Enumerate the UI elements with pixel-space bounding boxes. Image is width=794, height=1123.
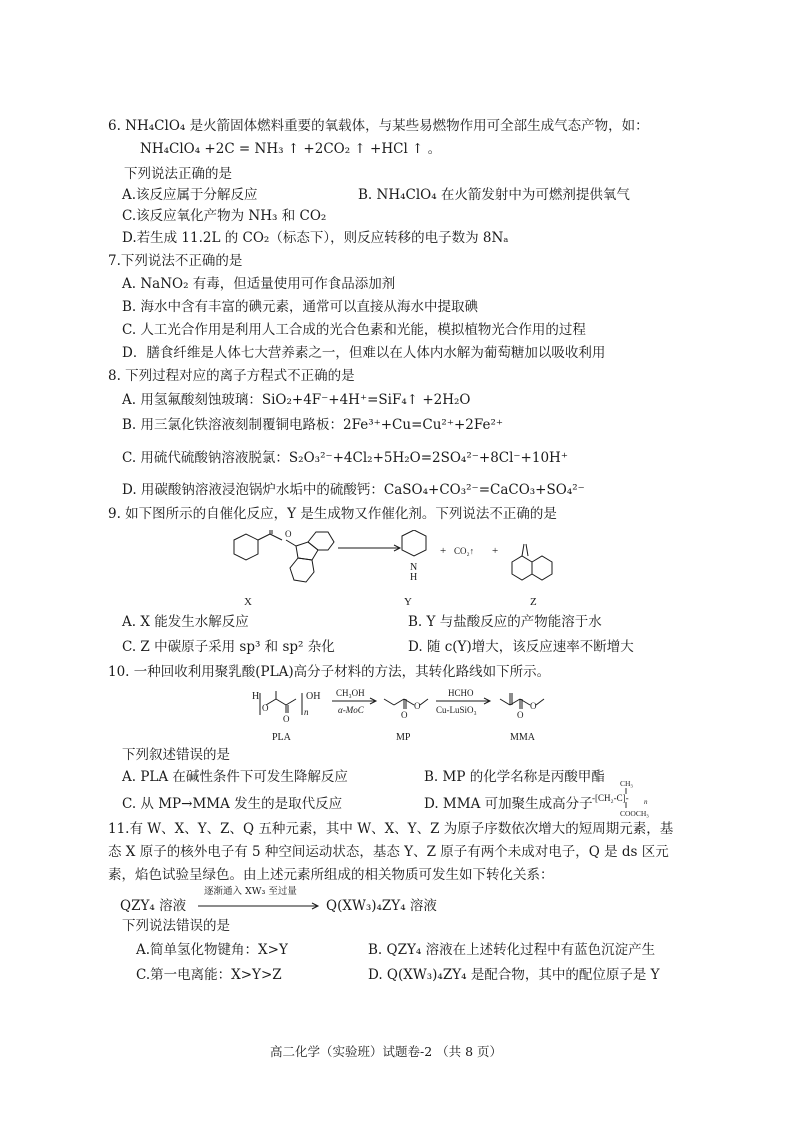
x-piperidine-ring — [234, 534, 258, 560]
q6-option-c: C.该反应氧化产物为 NH₃ 和 CO₂ — [122, 208, 327, 224]
q7-option-b: B. 海水中含有丰富的碘元素，通常可以直接从海水中提取碘 — [122, 299, 479, 315]
q10-catalyst-1: α-MoC — [338, 705, 364, 715]
q7-option-c: C. 人工光合作用是利用人工合成的光合色素和光能，模拟植物光合作用的过程 — [122, 322, 586, 338]
q11-scheme-right: Q(XW₃)₄ZY₄ 溶液 — [326, 898, 437, 914]
q6-equation: NH₄ClO₄ +2C = NH₃ ↑ +2CO₂ ↑ +HCl ↑ 。 — [140, 141, 442, 157]
q10-fig-o1: O — [262, 703, 269, 713]
q11-scheme-left: QZY₄ 溶液 — [120, 898, 187, 914]
q9-reaction-figure — [220, 530, 590, 615]
q11-scheme-arrow — [196, 900, 322, 912]
q9-label-y: Y — [404, 596, 412, 608]
pmma-main: -[CH₂-C]- — [592, 793, 629, 803]
q9-nh-h: H — [410, 572, 418, 583]
q10-option-d: D. MMA 可加聚生成高分子 — [424, 796, 593, 812]
q10-fig-n: n — [304, 707, 309, 717]
q9-co2: CO₂↑ — [454, 546, 475, 556]
q10-option-b: B. MP 的化学名称是丙酸甲酯 — [424, 769, 605, 785]
q10-fig-o6: O — [517, 710, 524, 720]
q10-label-pla: PLA — [272, 732, 291, 743]
q9-stem: 9. 如下图所示的自催化反应，Y 是生成物又作催化剂。下列说法不正确的是 — [108, 506, 557, 522]
q10-fig-o3: O — [414, 701, 421, 711]
q10-option-a: A. PLA 在碱性条件下可发生降解反应 — [122, 769, 348, 785]
q8-option-c: C. 用硫代硫酸钠溶液脱氯：S₂O₃²⁻+4Cl₂+5H₂O=2SO₄²⁻+8Cl⁻+10H⁺ — [122, 450, 568, 466]
q6-option-a: A.该反应属于分解反应 — [122, 187, 258, 203]
q6-prompt: 下列说法正确的是 — [124, 166, 232, 182]
q8-option-d: D. 用碳酸钠溶液浸泡锅炉水垢中的硫酸钙：CaSO₄+CO₃²⁻=CaCO₃+SO₄²⁻ — [122, 482, 585, 498]
x-fluorene-core — [296, 542, 318, 560]
pmma-cooch3: COOCH₃ — [620, 809, 649, 818]
q6-stem: 6. NH₄ClO₄ 是火箭固体燃料重要的氧载体，与某些易燃物作用可全部生成气态产物，如： — [108, 118, 649, 134]
q10-catalyst-2: Cu-LuSiO₃ — [436, 705, 477, 715]
q10-stem: 10. 一种回收利用聚乳酸(PLA)高分子材料的方法，其转化路线如下所示。 — [108, 664, 551, 680]
pmma-structure — [590, 776, 680, 818]
q9-option-a: A. X 能发生水解反应 — [122, 614, 249, 630]
q10-reagent-1: CH₃OH — [336, 688, 365, 698]
q10-prompt: 下列叙述错误的是 — [122, 747, 230, 763]
q10-fig-h: H — [252, 691, 260, 702]
q11-scheme-condition: 逐渐通入 XW₃ 至过量 — [204, 886, 297, 897]
y-piperidine-ring — [402, 530, 426, 556]
q9-option-d: D. 随 c(Y)增大，该反应速率不断增大 — [408, 639, 634, 655]
q7-option-a: A. NaNO₂ 有毒，但适量使用可作食品添加剂 — [122, 276, 396, 292]
q11-option-b: B. QZY₄ 溶液在上述转化过程中有蓝色沉淀产生 — [368, 942, 656, 958]
q8-option-a: A. 用氢氟酸刻蚀玻璃：SiO₂+4F⁻+4H⁺=SiF₄↑ +2H₂O — [122, 392, 471, 408]
q11-line-3: 素，焰色试验呈绿色。由上述元素所组成的相关物质可发生如下转化关系： — [108, 867, 554, 883]
q9-plus-1: + — [440, 545, 447, 557]
q8-stem: 8. 下列过程对应的离子方程式不正确的是 — [108, 368, 355, 384]
q10-option-c: C. 从 MP→MMA 发生的是取代反应 — [122, 796, 343, 812]
q11-option-c: C.第一电离能：X>Y>Z — [136, 967, 282, 983]
q7-stem: 7.下列说法不正确的是 — [108, 253, 243, 269]
page-footer: 高二化学（实验班）试题卷-2 （共 8 页） — [270, 1044, 503, 1059]
q7-option-d: D．膳食纤维是人体七大营养素之一，但难以在人体内水解为葡萄糖加以吸收利用 — [122, 345, 606, 361]
pmma-n: n — [644, 798, 648, 806]
z-ring-left — [512, 556, 532, 580]
q11-option-d: D. Q(XW₃)₄ZY₄ 是配合物，其中的配位原子是 Y — [368, 967, 660, 983]
q9-label-z: Z — [530, 596, 537, 608]
q9-label-x: X — [244, 596, 252, 608]
q10-label-mma: MMA — [510, 732, 536, 743]
q11-option-a: A.简单氢化物键角：X>Y — [136, 942, 288, 958]
q10-reagent-2: HCHO — [448, 688, 474, 698]
q11-prompt: 下列说法错误的是 — [122, 918, 230, 934]
q8-option-b: B. 用三氯化铁溶液刻制覆铜电路板：2Fe³⁺+Cu=Cu²⁺+2Fe²⁺ — [122, 417, 504, 433]
q6-option-d: D.若生成 11.2L 的 CO₂（标态下），则反应转移的电子数为 8Nₐ — [122, 230, 509, 246]
q11-line-1: 11.有 W、X、Y、Z、Q 五种元素，其中 W、X、Y、Z 为原子序数依次增大的短周期元素，基 — [108, 821, 674, 837]
q9-option-b: B. Y 与盐酸反应的产物能溶于水 — [408, 614, 602, 630]
q9-option-c: C. Z 中碳原子采用 sp³ 和 sp² 杂化 — [122, 639, 335, 655]
q9-plus-2: + — [492, 545, 499, 557]
q10-fig-o2: O — [283, 714, 290, 724]
q9-nh: N — [410, 562, 418, 573]
pmma-ch3: CH₃ — [620, 779, 634, 788]
q10-label-mp: MP — [396, 732, 411, 743]
z-ring-right — [532, 556, 552, 580]
q6-option-b: B. NH₄ClO₄ 在火箭发射中为可燃剂提供氧气 — [358, 187, 630, 203]
q11-line-2: 态 X 原子的核外电子有 5 种空间运动状态，基态 Y、Z 原子有两个未成对电子，Q 是 ds 区元 — [108, 844, 669, 860]
q10-fig-o4: O — [401, 710, 408, 720]
q10-route-figure — [250, 685, 570, 745]
q10-fig-o5: O — [530, 701, 537, 711]
q9-fig-o: O — [285, 530, 292, 539]
q10-fig-oh: OH — [306, 691, 321, 702]
